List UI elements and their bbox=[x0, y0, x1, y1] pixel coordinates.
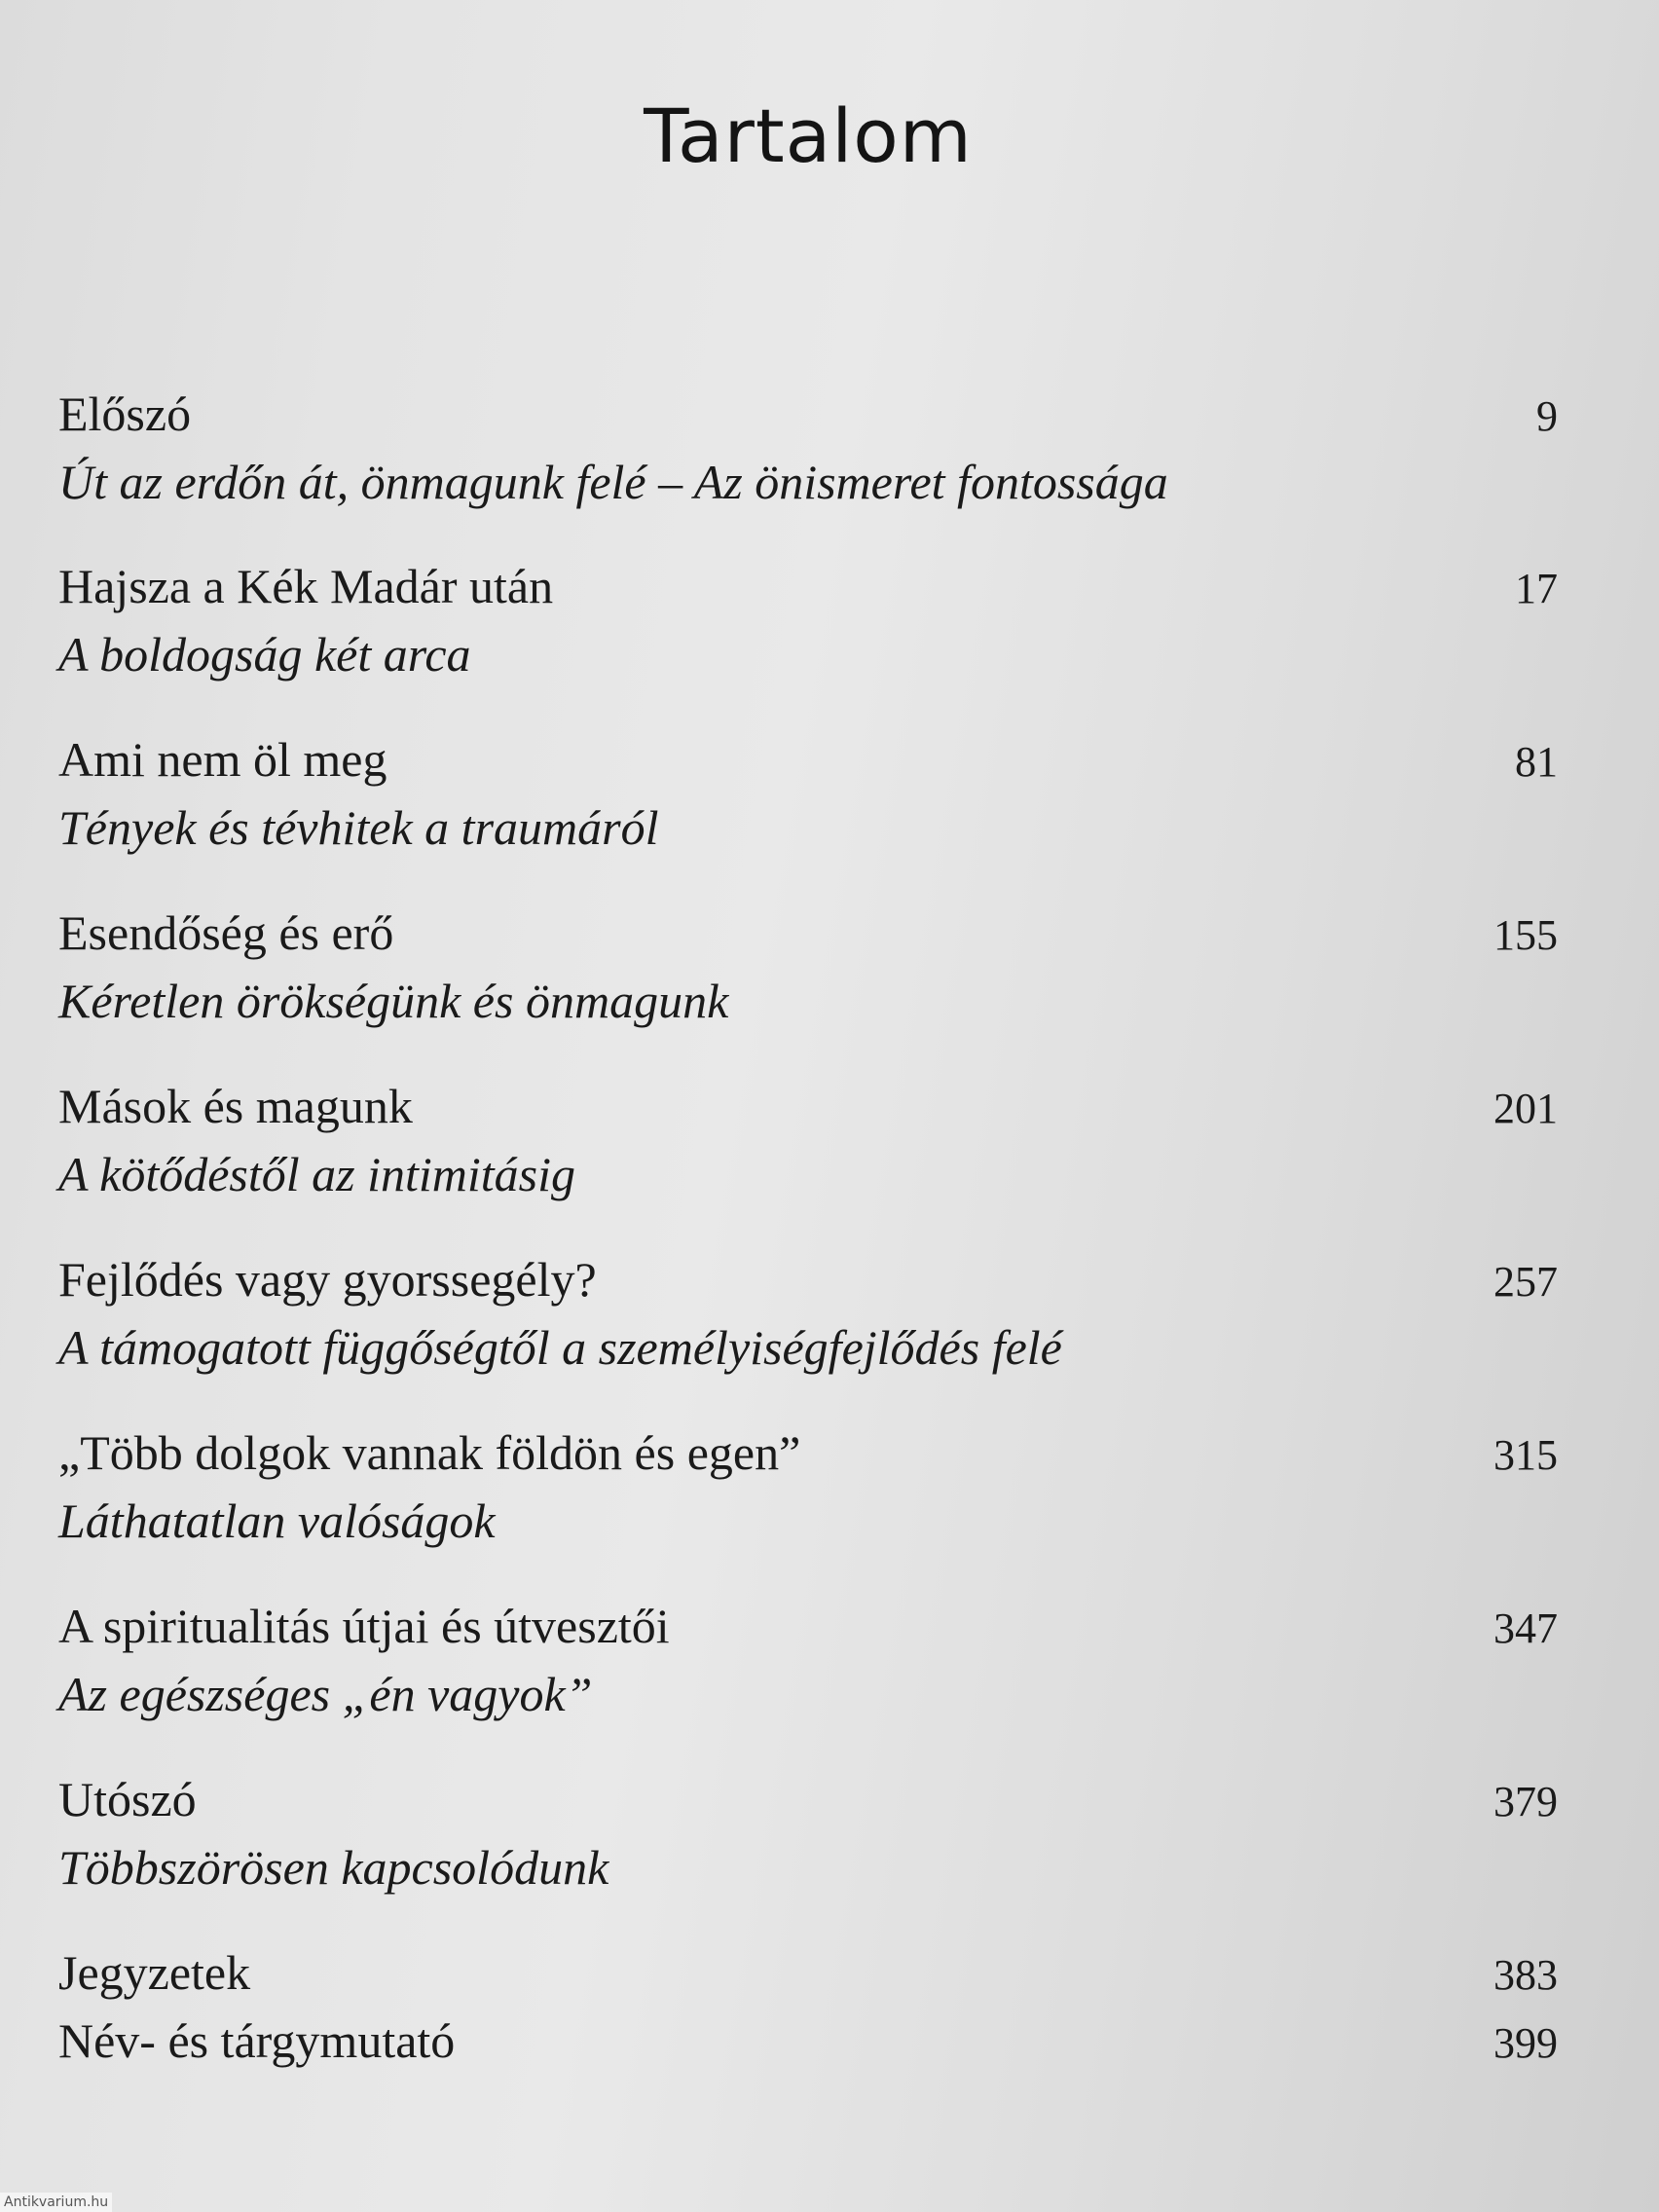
chapter-subtitle: Többszörösen kapcsolódunk bbox=[58, 1840, 609, 1895]
toc-entry-8 bbox=[58, 1592, 1558, 1728]
toc-entry-6 bbox=[58, 1245, 1558, 1382]
chapter-subtitle: Láthatatlan valóságok bbox=[58, 1493, 496, 1548]
chapter-heading: Mások és magunk bbox=[58, 1079, 413, 1133]
page-number: 257 bbox=[1493, 1258, 1558, 1306]
page-number: 315 bbox=[1493, 1431, 1558, 1479]
toc-row bbox=[58, 1938, 1558, 2007]
chapter-subtitle: Út az erdőn át, önmagunk felé – Az önismeret fontossága bbox=[58, 455, 1168, 509]
page-number: 383 bbox=[1493, 1951, 1558, 1999]
chapter-subtitle: A kötődéstől az intimitásig bbox=[58, 1147, 576, 1201]
page-title: Tartalom bbox=[644, 92, 973, 179]
toc-row bbox=[58, 380, 1558, 448]
index-heading: Név- és tárgymutató bbox=[58, 2013, 456, 2068]
page-number: 201 bbox=[1493, 1085, 1558, 1132]
chapter-subtitle: Kéretlen örökségünk és önmagunk bbox=[58, 974, 729, 1028]
chapter-subtitle: Az egészséges „én vagyok” bbox=[58, 1667, 593, 1721]
chapter-subtitle: A támogatott függőségtől a személyiségfejlődés felé bbox=[58, 1320, 1062, 1375]
chapter-heading: Utószó bbox=[58, 1772, 197, 1826]
chapter-heading: Ami nem öl meg bbox=[58, 732, 387, 787]
page-number: 347 bbox=[1493, 1604, 1558, 1652]
notes-heading: Jegyzetek bbox=[58, 1945, 251, 2000]
chapter-subtitle: Tények és tévhitek a traumáról bbox=[58, 800, 659, 855]
toc-row bbox=[58, 725, 1558, 793]
toc-entry-3 bbox=[58, 725, 1558, 862]
page-number: 399 bbox=[1493, 2019, 1558, 2067]
page-number: 379 bbox=[1493, 1778, 1558, 1825]
toc-entry-2 bbox=[58, 552, 1558, 688]
chapter-heading: Hajsza a Kék Madár után bbox=[58, 559, 554, 613]
toc-row bbox=[58, 899, 1558, 967]
page-number: 9 bbox=[1536, 392, 1558, 440]
toc-row bbox=[58, 1245, 1558, 1313]
chapter-heading: Fejlődés vagy gyorssegély? bbox=[58, 1252, 597, 1307]
toc-entry-7 bbox=[58, 1419, 1558, 1555]
page-number: 17 bbox=[1515, 565, 1558, 612]
toc-row bbox=[58, 1072, 1558, 1140]
toc-row bbox=[58, 1592, 1558, 1660]
toc-entry-notes bbox=[58, 1938, 1558, 2075]
watermark: Antikvarium.hu bbox=[0, 2193, 112, 2212]
toc-entry-5 bbox=[58, 1072, 1558, 1208]
chapter-heading: Esendőség és erő bbox=[58, 905, 394, 960]
chapter-subtitle: A boldogság két arca bbox=[58, 627, 471, 682]
toc-row bbox=[58, 2007, 1558, 2075]
page-number: 81 bbox=[1515, 738, 1558, 786]
toc-row bbox=[58, 1419, 1558, 1487]
chapter-heading: „Több dolgok vannak földön és egen” bbox=[58, 1425, 801, 1480]
page-number: 155 bbox=[1493, 911, 1558, 959]
chapter-heading: A spiritualitás útjai és útvesztői bbox=[58, 1599, 670, 1653]
toc-entry-9 bbox=[58, 1765, 1558, 1901]
toc-row bbox=[58, 1765, 1558, 1833]
chapter-heading: Előszó bbox=[58, 387, 192, 441]
toc-entry-1 bbox=[58, 380, 1558, 516]
toc-row bbox=[58, 552, 1558, 620]
toc-entry-4 bbox=[58, 899, 1558, 1035]
